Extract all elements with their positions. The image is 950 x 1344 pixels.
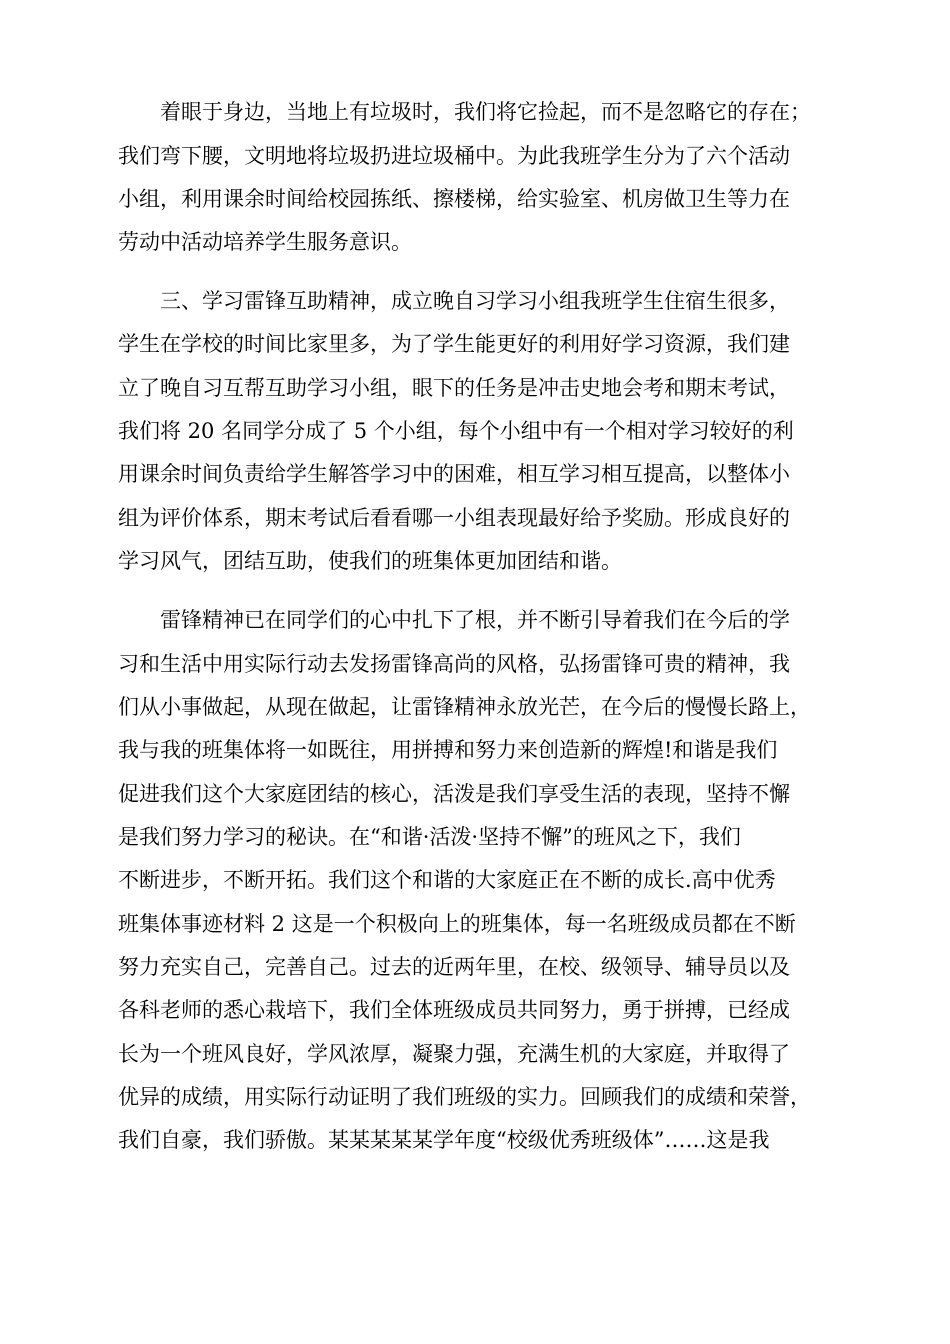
text-line: 我与我的班集体将一如既往，用拼搏和努力来创造新的辉煌!和谐是我们 [118, 738, 778, 762]
text-line: 着眼于身边，当地上有垃圾时，我们将它捡起，而不是忽略它的存在； [160, 100, 811, 124]
text-line: 立了晚自习互帮互助学习小组，眼下的任务是冲击史地会考和期末考试， [118, 376, 790, 400]
text-line: 各科老师的悉心栽培下，我们全体班级成员共同努力，勇于拼搏，已经成 [118, 998, 790, 1022]
text-line: 劳动中活动培养学生服务意识。 [118, 230, 412, 254]
text-line: 三、学习雷锋互助精神，成立晚自习学习小组我班学生住宿生很多， [160, 289, 790, 313]
text-line: 习和生活中用实际行动去发扬雷锋高尚的风格，弘扬雷锋可贵的精神，我 [118, 652, 790, 676]
text-line: 组为评价体系，期末考试后看看哪一小组表现最好给予奖励。形成良好的 [118, 506, 790, 530]
text-line: 用课余时间负责给学生解答学习中的困难，相互学习相互提高，以整体小 [118, 462, 790, 486]
text-line: 我们自豪，我们骄傲。某某某某某学年度“校级优秀班级体”……这是我 [118, 1128, 770, 1152]
text-line: 小组，利用课余时间给校园拣纸、擦楼梯，给实验室、机房做卫生等力在 [118, 187, 790, 211]
text-line: 班集体事迹材料 2 这是一个积极向上的班集体，每一名班级成员都在不断 [118, 912, 796, 936]
text-line: 是我们努力学习的秘诀。在“和谐·活泼·坚持不懈”的班风之下，我们 [118, 825, 741, 849]
text-line: 学生在学校的时间比家里多，为了学生能更好的利用好学习资源，我们建 [118, 332, 790, 356]
text-line: 优异的成绩，用实际行动证明了我们班级的实力。回顾我们的成绩和荣誉， [118, 1085, 811, 1109]
text-line: 我们将 20 名同学分成了 5 个小组，每个小组中有一个相对学习较好的利 [118, 419, 794, 443]
text-line: 促进我们这个大家庭团结的核心，活泼是我们享受生活的表现，坚持不懈 [118, 782, 790, 806]
text-line: 们从小事做起，从现在做起，让雷锋精神永放光芒，在今后的慢慢长路上， [118, 695, 811, 719]
text-line: 我们弯下腰，文明地将垃圾扔进垃圾桶中。为此我班学生分为了六个活动 [118, 144, 790, 168]
text-line: 学习风气，团结互助，使我们的班集体更加团结和谐。 [118, 549, 622, 573]
text-line: 努力充实自己，完善自己。过去的近两年里，在校、级领导、辅导员以及 [118, 955, 790, 979]
text-line: 雷锋精神已在同学们的心中扎下了根，并不断引导着我们在今后的学 [160, 608, 790, 632]
text-line: 长为一个班风良好，学风浓厚，凝聚力强，充满生机的大家庭，并取得了 [118, 1042, 790, 1066]
text-line: 不断进步，不断开拓。我们这个和谐的大家庭正在不断的成长.高中优秀 [118, 868, 776, 892]
